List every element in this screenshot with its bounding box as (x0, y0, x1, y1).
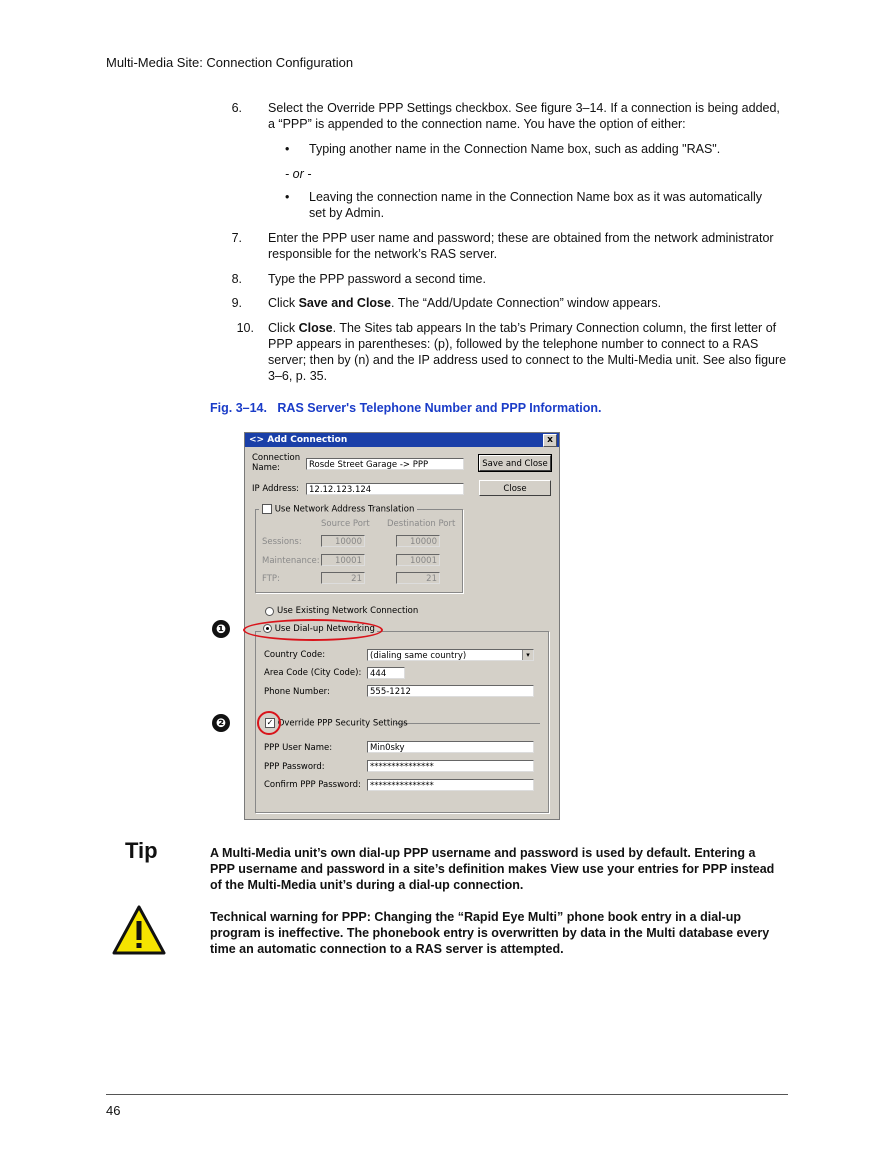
ppp-user-field[interactable]: Min0sky (367, 741, 534, 753)
use-existing-label: Use Existing Network Connection (277, 606, 419, 616)
dialog-titlebar (245, 433, 559, 447)
ftp-destination-port: 21 (396, 572, 440, 584)
step-text: Click Save and Close. The “Add/Update Connection” window appears. (268, 296, 662, 310)
figure-caption: Fig. 3–14. RAS Server's Telephone Number and PPP Information. (210, 401, 602, 415)
country-code-label: Country Code: (264, 650, 326, 660)
step-number: 10. (236, 321, 254, 335)
page-number: 46 (106, 1103, 121, 1118)
sessions-source-port: 10000 (321, 535, 365, 547)
step-text: Select the Override PPP Settings checkbox. See figure 3–14. If a connection is being added, a “PPP” is appended to the connection name. You have the option of either: (268, 101, 780, 131)
nat-checkbox-row[interactable] (259, 504, 417, 515)
step-keyword: Close (298, 321, 333, 335)
confirm-password-label: Confirm PPP Password: (264, 780, 361, 790)
maintenance-source-port: 10001 (321, 554, 365, 566)
use-dialup-label: Use Dial-up Networking (274, 624, 375, 634)
use-existing-radio[interactable] (265, 607, 274, 616)
warning-icon (112, 905, 166, 955)
ppp-password-field[interactable]: *************** (367, 760, 534, 772)
chevron-down-icon[interactable]: ▾ (522, 650, 533, 660)
or-separator: - or - (285, 167, 312, 181)
tip-label: Tip (125, 838, 158, 863)
override-row[interactable] (265, 718, 408, 729)
step-number: 8. (231, 272, 242, 286)
bullet-icon: • (285, 142, 290, 156)
connection-name-label: Connection (252, 453, 301, 463)
phone-number-field[interactable]: 555-1212 (367, 685, 534, 697)
dialup-highlight-ring (243, 619, 383, 641)
ftp-label: FTP: (262, 574, 280, 584)
step-number: 6. (231, 101, 242, 115)
ppp-user-label: PPP User Name: (264, 743, 333, 753)
area-code-label: Area Code (City Code): (264, 668, 362, 678)
save-and-close-button[interactable]: Save and Close (479, 455, 551, 471)
tip-text: A Multi-Media unit’s own dial-up PPP username and password is used by default. Entering a PPP username and password in a site’s definition makes View use your entries for PPP instead of the Multi-Media unit’s during a dial-up connection. (210, 846, 775, 892)
country-code-select[interactable] (367, 649, 534, 661)
ftp-source-port: 21 (321, 572, 365, 584)
step-keyword: Save and Close (298, 296, 391, 310)
step-number: 9. (231, 296, 242, 310)
maintenance-destination-port: 10001 (396, 554, 440, 566)
bullet-text: Leaving the connection name in the Connection Name box as it was automatically set by Admin. (309, 190, 763, 220)
country-code-value: (dialing same country) (370, 651, 467, 661)
step-text: Type the PPP password a second time. (268, 272, 486, 286)
callout-2-icon: ❷ (212, 714, 230, 732)
bullet-text: Typing another name in the Connection Name box, such as adding "RAS". (309, 142, 721, 156)
close-icon[interactable]: x (543, 434, 557, 447)
dialog-title: Add Connection (267, 435, 348, 445)
destination-port-header: Destination Port (387, 519, 456, 529)
running-header: Multi-Media Site: Connection Configuration (106, 55, 354, 70)
step-text: Enter the PPP user name and password; these are obtained from the network administrator responsible for the network’s RAS server. (268, 231, 774, 261)
bullet-icon: • (285, 190, 290, 204)
ppp-password-label: PPP Password: (264, 762, 325, 772)
override-highlight-ring (257, 711, 281, 735)
confirm-password-field[interactable]: *************** (367, 779, 534, 791)
ip-address-field[interactable]: 12.12.123.124 (306, 483, 464, 495)
app-icon: <> (249, 435, 265, 445)
source-port-header: Source Port (321, 519, 370, 529)
override-divider (395, 723, 540, 724)
maintenance-label: Maintenance: (262, 556, 320, 566)
footer-rule (106, 1094, 788, 1095)
phone-number-label: Phone Number: (264, 687, 330, 697)
override-label: Override PPP Security Settings (277, 718, 408, 729)
area-code-field[interactable]: 444 (367, 667, 405, 679)
override-checkbox[interactable]: ✓ (266, 718, 274, 727)
connection-name-label-2: Name: (252, 463, 280, 473)
close-button[interactable]: Close (479, 480, 551, 496)
warning-text: Technical warning for PPP: Changing the “Rapid Eye Multi” phone book entry in a dial-up program is ineffective. The phonebook entry is overwritten by data in the Multi database every time an automatic connection to a RAS server is attempted. (210, 910, 770, 956)
nat-checkbox[interactable] (262, 504, 272, 514)
step-text: Click Close. The Sites tab appears In the tab’s Primary Connection column, the first letter of PPP appears in parentheses: (p), followed by the telephone number to connect to a RAS server; then by (n) and the IP address used to connect to the Multi-Media unit. See also figure 3–6, p. 35. (268, 321, 787, 383)
step-number: 7. (231, 231, 242, 245)
callout-1-icon: ❶ (212, 620, 230, 638)
sessions-label: Sessions: (262, 537, 302, 547)
sessions-destination-port: 10000 (396, 535, 440, 547)
connection-name-field[interactable]: Rosde Street Garage -> PPP (306, 458, 464, 470)
ip-address-label: IP Address: (252, 484, 300, 494)
nat-label: Use Network Address Translation (274, 504, 415, 515)
